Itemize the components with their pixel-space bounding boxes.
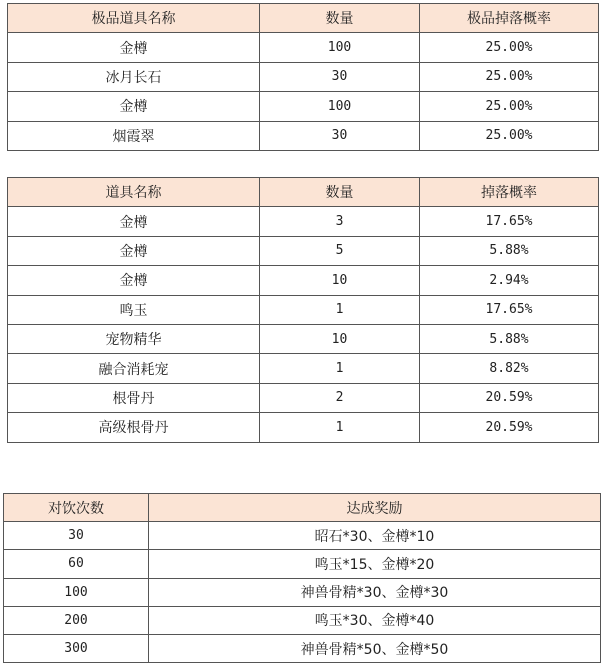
table-row (8, 413, 599, 442)
table-row (8, 121, 599, 150)
header-item-name: 极品道具名称 (8, 4, 260, 33)
drop-rate-cell: 25.00% (420, 62, 599, 91)
table-row (4, 550, 601, 578)
drop-rate-cell: 25.00% (420, 92, 599, 121)
header-quantity: 数量 (260, 4, 420, 33)
quantity-cell: 1 (260, 354, 420, 383)
item-name-cell: 高级根骨丹 (8, 413, 260, 442)
reward-cell: 昭石*30、金樽*10 (149, 522, 601, 550)
drop-rate-cell: 20.59% (420, 383, 599, 412)
reward-cell: 神兽骨精*30、金樽*30 (149, 578, 601, 606)
drop-rate-cell: 5.88% (420, 324, 599, 353)
item-name-cell: 金樽 (8, 207, 260, 236)
header-item-name: 道具名称 (8, 178, 260, 207)
reward-cell: 鸣玉*15、金樽*20 (149, 550, 601, 578)
drop-rate-cell: 17.65% (420, 295, 599, 324)
drink-reward-table (3, 493, 601, 663)
table-row (8, 33, 599, 62)
header-drop-rate: 极品掉落概率 (420, 4, 599, 33)
reward-cell: 神兽骨精*50、金樽*50 (149, 634, 601, 662)
item-name-cell: 宠物精华 (8, 324, 260, 353)
table-row (8, 92, 599, 121)
drop-rate-cell: 25.00% (420, 121, 599, 150)
table-row (4, 606, 601, 634)
table-header-row (4, 494, 601, 522)
table-row (4, 522, 601, 550)
table-row (8, 383, 599, 412)
quantity-cell: 1 (260, 295, 420, 324)
table-row (8, 324, 599, 353)
quantity-cell: 10 (260, 266, 420, 295)
quantity-cell: 3 (260, 207, 420, 236)
item-name-cell: 金樽 (8, 236, 260, 265)
quantity-cell: 10 (260, 324, 420, 353)
item-name-cell: 金樽 (8, 33, 260, 62)
item-name-cell: 冰月长石 (8, 62, 260, 91)
quantity-cell: 5 (260, 236, 420, 265)
item-name-cell: 金樽 (8, 266, 260, 295)
drop-rate-cell: 2.94% (420, 266, 599, 295)
item-name-cell: 鸣玉 (8, 295, 260, 324)
table-row (4, 634, 601, 662)
drop-rate-cell: 17.65% (420, 207, 599, 236)
table-row (8, 62, 599, 91)
drink-count-cell: 30 (4, 522, 149, 550)
quantity-cell: 2 (260, 383, 420, 412)
reward-cell: 鸣玉*30、金樽*40 (149, 606, 601, 634)
header-drop-rate: 掉落概率 (420, 178, 599, 207)
item-drop-table (7, 177, 599, 443)
table-row (8, 236, 599, 265)
drink-count-cell: 100 (4, 578, 149, 606)
header-quantity: 数量 (260, 178, 420, 207)
drink-count-cell: 60 (4, 550, 149, 578)
item-name-cell: 融合消耗宠 (8, 354, 260, 383)
table-row (8, 295, 599, 324)
drink-count-cell: 200 (4, 606, 149, 634)
drop-rate-cell: 20.59% (420, 413, 599, 442)
premium-drop-table (7, 3, 599, 151)
header-reward: 达成奖励 (149, 494, 601, 522)
quantity-cell: 30 (260, 62, 420, 91)
item-name-cell: 金樽 (8, 92, 260, 121)
drink-count-cell: 300 (4, 634, 149, 662)
quantity-cell: 1 (260, 413, 420, 442)
table-row (8, 207, 599, 236)
item-name-cell: 烟霞翠 (8, 121, 260, 150)
table-row (8, 266, 599, 295)
table-header-row (8, 178, 599, 207)
drop-rate-cell: 8.82% (420, 354, 599, 383)
item-name-cell: 根骨丹 (8, 383, 260, 412)
table-row (8, 354, 599, 383)
quantity-cell: 100 (260, 33, 420, 62)
quantity-cell: 30 (260, 121, 420, 150)
table-row (4, 578, 601, 606)
drop-rate-cell: 25.00% (420, 33, 599, 62)
drop-rate-cell: 5.88% (420, 236, 599, 265)
header-drink-count: 对饮次数 (4, 494, 149, 522)
table-header-row (8, 4, 599, 33)
quantity-cell: 100 (260, 92, 420, 121)
